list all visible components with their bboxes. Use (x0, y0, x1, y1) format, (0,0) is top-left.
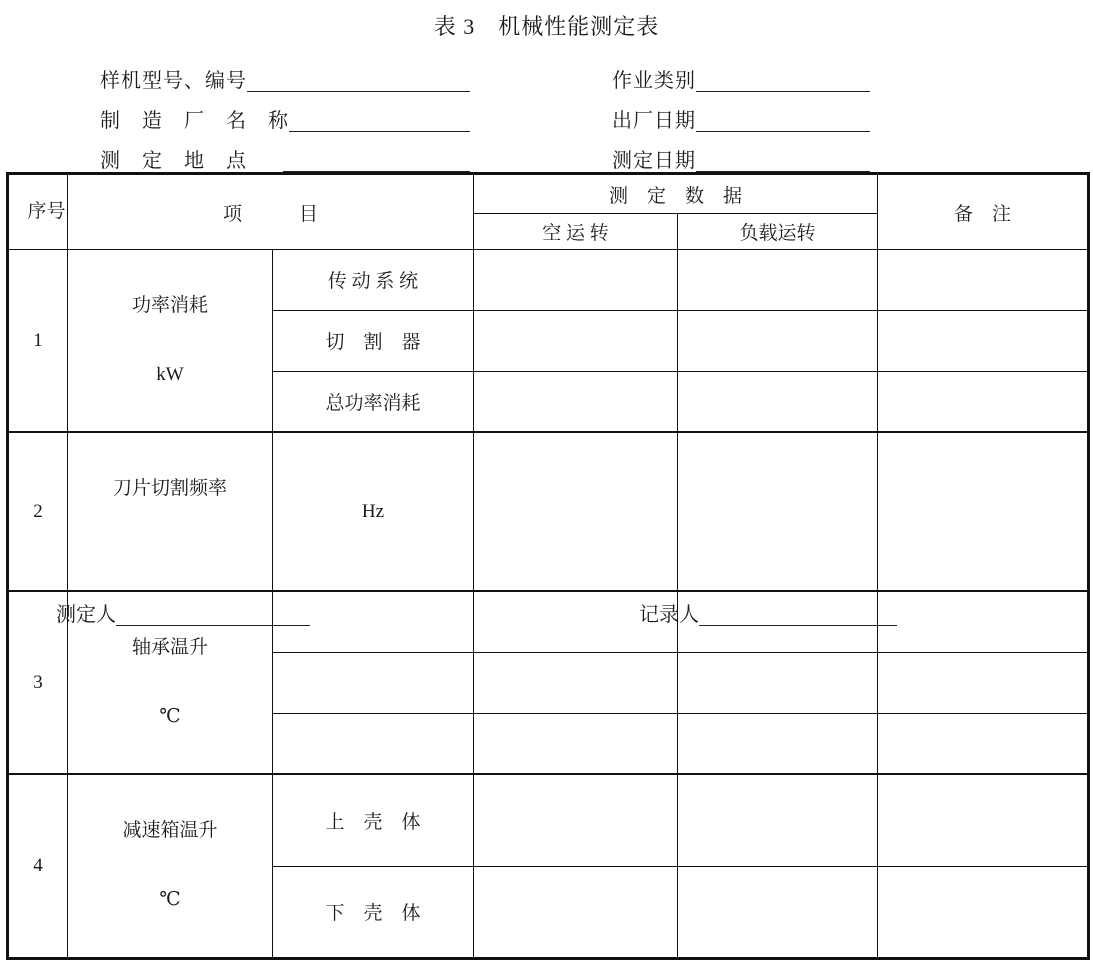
cell-load (678, 250, 878, 311)
field-test-location (100, 132, 470, 172)
cell-no-load (474, 713, 678, 774)
sub-item-transmission: 传 动 系 统 (273, 250, 474, 311)
test-date-label: 测定日期 (612, 150, 696, 172)
cell-no-load (474, 774, 678, 866)
group-label-line1: 轴承温升 (131, 637, 208, 659)
footer (0, 602, 1093, 632)
cell-remark (878, 652, 1089, 713)
cell-remark (878, 432, 1089, 591)
group-label-line1: 减速箱温升 (122, 820, 218, 842)
test-location-label: 测 定 地 点 (100, 150, 247, 172)
cell-no-load (474, 310, 678, 371)
recorder-label: 记录人 (639, 604, 699, 626)
group-label-line2: kW (156, 363, 184, 385)
page-title: 表 3 机械性能测定表 (433, 14, 660, 39)
cell-no-load (474, 866, 678, 958)
seq-cell: 2 (8, 432, 68, 591)
header-measured-data: 测 定 数 据 (474, 174, 878, 214)
table-row (8, 250, 1089, 311)
cell-remark (878, 310, 1089, 371)
factory-date-blank (696, 92, 870, 132)
table-row (8, 774, 1089, 866)
test-location-blank (283, 132, 470, 172)
group-blade-frequency (68, 432, 273, 591)
sub-item-upper-housing: 上 壳 体 (273, 774, 474, 866)
recorder-blank (699, 602, 897, 626)
group-label-line1: 功率消耗 (131, 295, 208, 316)
meta-left-column (100, 52, 470, 172)
cell-load (678, 432, 878, 591)
header-item: 项 目 (68, 174, 474, 250)
sub-item-blank (273, 713, 474, 774)
seq-cell: 1 (8, 250, 68, 433)
cell-no-load (474, 250, 678, 311)
group-label-line2: ℃ (159, 889, 181, 911)
group-label-line1: 刀片切割频率 (112, 478, 227, 500)
cell-remark (878, 713, 1089, 774)
seq-cell: 4 (8, 774, 68, 958)
operation-type-blank (696, 52, 870, 92)
manufacturer-blank (289, 92, 470, 132)
cell-load (678, 713, 878, 774)
seq-cell: 3 (8, 591, 68, 774)
operation-type-label: 作业类别 (612, 70, 696, 92)
group-power-consumption (68, 250, 273, 433)
table-row (8, 432, 1089, 591)
cell-load (678, 371, 878, 432)
test-date-blank (696, 132, 870, 172)
machine-model-label: 样机型号、编号 (100, 70, 247, 92)
field-factory-date (612, 92, 870, 132)
sub-item-hz: Hz (273, 432, 474, 591)
manufacturer-label: 制 造 厂 名 称 (100, 110, 289, 132)
field-machine-model (100, 52, 470, 92)
header-no-load: 空 运 转 (474, 214, 678, 250)
header-seq-label: 序号 (27, 201, 66, 223)
sub-item-blank (273, 652, 474, 713)
field-test-date (612, 132, 870, 172)
cell-remark (878, 371, 1089, 432)
header-load: 负载运转 (678, 214, 878, 250)
machine-model-blank (247, 52, 470, 92)
cell-no-load (474, 432, 678, 591)
measurer-blank (116, 602, 310, 626)
cell-load (678, 774, 878, 866)
meta-right-column (612, 52, 870, 172)
group-gearbox-temp (68, 774, 273, 958)
cell-load (678, 866, 878, 958)
field-recorder (639, 602, 897, 626)
cell-no-load (474, 652, 678, 713)
field-measurer (56, 602, 310, 626)
cell-load (678, 310, 878, 371)
cell-remark (878, 250, 1089, 311)
header-remark: 备 注 (878, 174, 1089, 250)
cell-load (678, 652, 878, 713)
cell-no-load (474, 371, 678, 432)
sub-item-lower-housing: 下 壳 体 (273, 866, 474, 958)
field-operation-type (612, 52, 870, 92)
measurement-table (6, 172, 1090, 960)
cell-remark (878, 866, 1089, 958)
field-manufacturer (100, 92, 470, 132)
header-seq (8, 174, 68, 250)
group-label-line2: ℃ (159, 705, 181, 727)
factory-date-label: 出厂日期 (612, 110, 696, 132)
sub-item-cutter: 切 割 器 (273, 310, 474, 371)
cell-remark (878, 774, 1089, 866)
sub-item-total-power: 总功率消耗 (273, 371, 474, 432)
meta-fields (0, 52, 1093, 170)
measurer-label: 测定人 (56, 604, 116, 626)
